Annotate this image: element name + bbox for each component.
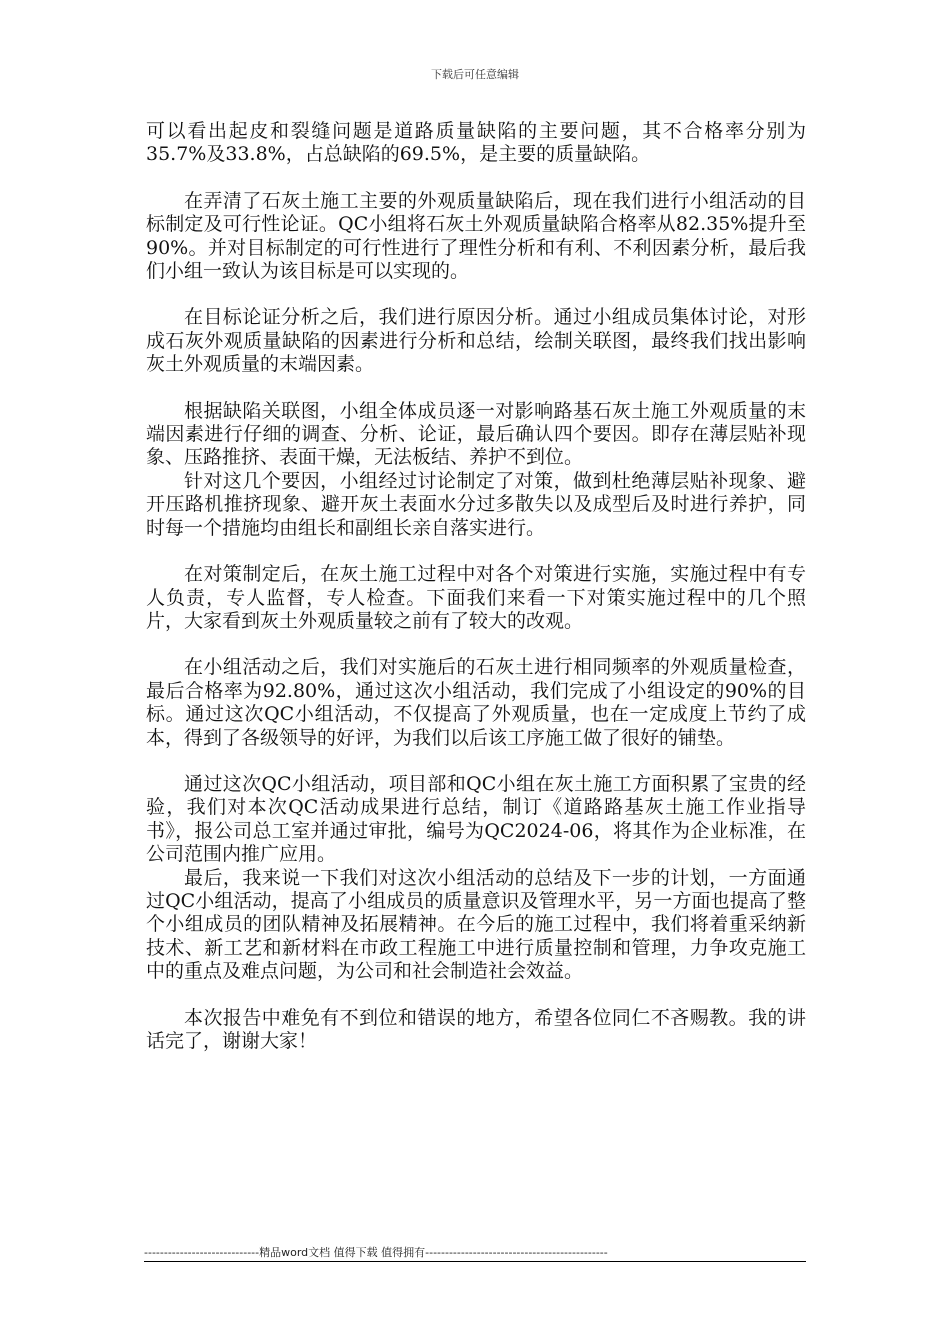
page-footer: -----------------------------精品word文档 值得下载 值得拥有----------------------------------------------	[144, 1246, 608, 1259]
paragraph-defect-summary: 可以看出起皮和裂缝问题是道路质量缺陷的主要问题，其不合格率分别为35.7%及33.8%，占总缺陷的69.5%，是主要的质量缺陷。	[146, 120, 806, 166]
paragraph-main-causes: 根据缺陷关联图，小组全体成员逐一对影响路基石灰土施工外观质量的末端因素进行仔细的调查、分析、论证，最后确认四个要因。即存在薄层贴补现象、压路推挤、表面干燥，无法板结、养护不到位。	[146, 399, 806, 469]
paragraph-closing: 本次报告中难免有不到位和错误的地方，希望各位同仁不吝赐教。我的讲话完了，谢谢大家！	[146, 1006, 806, 1052]
paragraph-countermeasures: 针对这几个要因，小组经过讨论制定了对策，做到杜绝薄层贴补现象、避开压路机推挤现象、避开灰土表面水分过多散失以及成型后及时进行养护，同时每一个措施均由组长和副组长亲自落实进行。	[146, 469, 806, 539]
paragraph-target-setting: 在弄清了石灰土施工主要的外观质量缺陷后，现在我们进行小组活动的目标制定及可行性论证。QC小组将石灰土外观质量缺陷合格率从82.35%提升至90%。并对目标制定的可行性进行了理性分析和有利、不利因素分析，最后我们小组一致认为该目标是可以实现的。	[146, 189, 806, 283]
paragraph-cause-analysis: 在目标论证分析之后，我们进行原因分析。通过小组成员集体讨论，对形成石灰外观质量缺陷的因素进行分析和总结，绘制关联图，最终我们找出影响灰土外观质量的末端因素。	[146, 306, 806, 376]
paragraph-implementation: 在对策制定后，在灰土施工过程中对各个对策进行实施，实施过程中有专人负责，专人监督，专人检查。下面我们来看一下对策实施过程中的几个照片，大家看到灰土外观质量较之前有了较大的改观。	[146, 563, 806, 632]
page-header: 下载后可任意编辑	[431, 68, 519, 81]
footer-divider	[144, 1261, 806, 1262]
paragraph-summary-plan: 最后，我来说一下我们对这次小组活动的总结及下一步的计划，一方面通过QC小组活动，提高了小组成员的质量意识及管理水平，另一方面也提高了整个小组成员的团队精神及拓展精神。在今后的施工过程中，我们将着重采纳新技术、新工艺和新材料在市政工程施工中进行质量控制和管理，力争攻克施工中的重点及难点问题，为公司和社会制造社会效益。	[146, 866, 806, 983]
document-body	[146, 120, 806, 1053]
paragraph-effect-check: 在小组活动之后，我们对实施后的石灰土进行相同频率的外观质量检查，最后合格率为92.80%，通过这次小组活动，我们完成了小组设定的90%的目标。通过这次QC小组活动，不仅提高了外观质量，也在一定成度上节约了成本，得到了各级领导的好评，为我们以后该工序施工做了很好的铺垫。	[146, 656, 806, 749]
paragraph-standardization: 通过这次QC小组活动，项目部和QC小组在灰土施工方面积累了宝贵的经验，我们对本次QC活动成果进行总结，制订《道路路基灰土施工作业指导书》，报公司总工室并通过审批，编号为QC2024-06，将其作为企业标准，在公司范围内推广应用。	[146, 772, 806, 866]
